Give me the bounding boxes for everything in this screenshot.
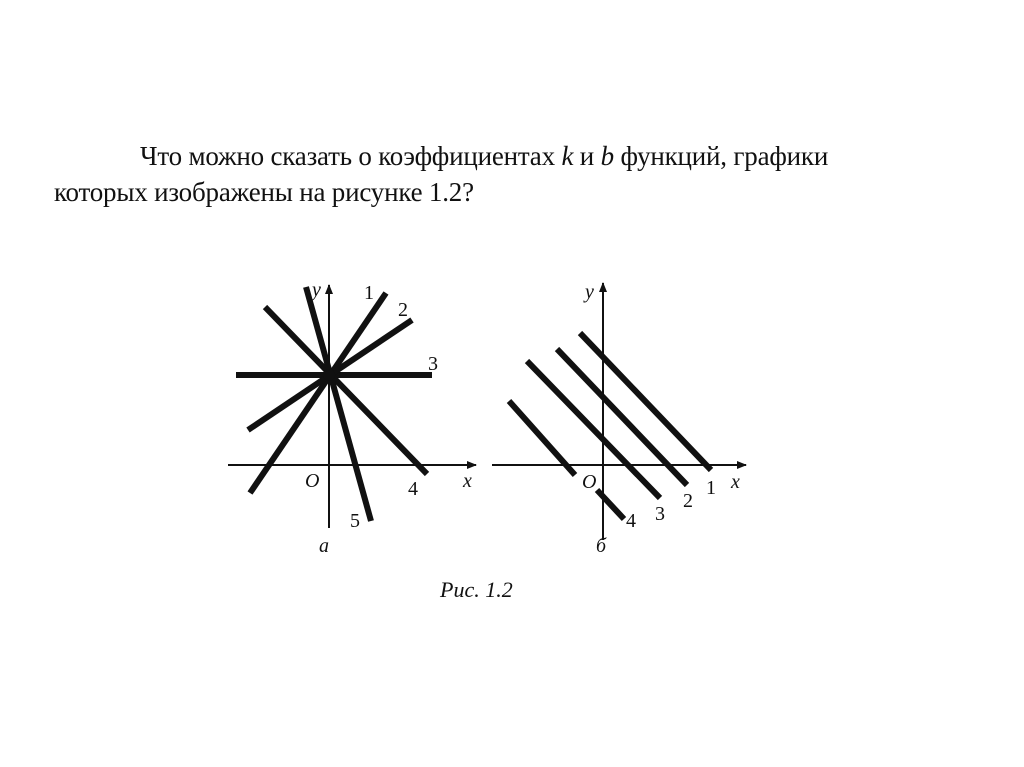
- question-line-1-start: Что можно сказать о коэффициентах: [140, 141, 562, 171]
- panel-b-origin-label: O: [582, 471, 597, 493]
- question-line-2: которых изображены на рисунке 1.2?: [54, 177, 474, 207]
- panel-b-line-4-upper: [509, 401, 575, 475]
- panel-b-line-1: [580, 333, 711, 470]
- coefficient-k: k: [561, 141, 574, 171]
- panel-a-line-label-2: 2: [398, 299, 408, 321]
- panel-b-panel-label: б: [596, 535, 607, 557]
- panel-a-y-label: y: [312, 279, 321, 301]
- panel-b: [492, 281, 746, 557]
- panel-a-line-4: [265, 307, 427, 474]
- panel-a-panel-label: а: [319, 535, 329, 557]
- panel-b-line-label-4: 4: [626, 510, 636, 532]
- panel-b-line-label-1: 1: [706, 477, 716, 499]
- panel-b-line-4-lower: [597, 490, 624, 519]
- figure-caption: Рис. 1.2: [440, 577, 513, 602]
- panel-a-line-label-3: 3: [428, 353, 438, 375]
- panel-a-line-label-4: 4: [408, 478, 418, 500]
- panel-b-y-label: y: [585, 281, 594, 303]
- panel-b-line-label-2: 2: [683, 490, 693, 512]
- panel-a-intersection-point: [323, 369, 335, 381]
- panel-b-x-label: x: [731, 471, 740, 493]
- question-conjunction: и: [573, 141, 601, 171]
- panel-a-line-label-1: 1: [364, 282, 374, 304]
- panel-a-origin-label: O: [305, 470, 320, 492]
- panel-a-line-label-5: 5: [350, 510, 360, 532]
- question-line-1-end: функций, графики: [613, 141, 829, 171]
- panel-b-line-label-3: 3: [655, 503, 665, 525]
- panel-a-x-label: x: [463, 470, 472, 492]
- coefficient-b: b: [600, 141, 614, 171]
- panel-a: [228, 279, 476, 557]
